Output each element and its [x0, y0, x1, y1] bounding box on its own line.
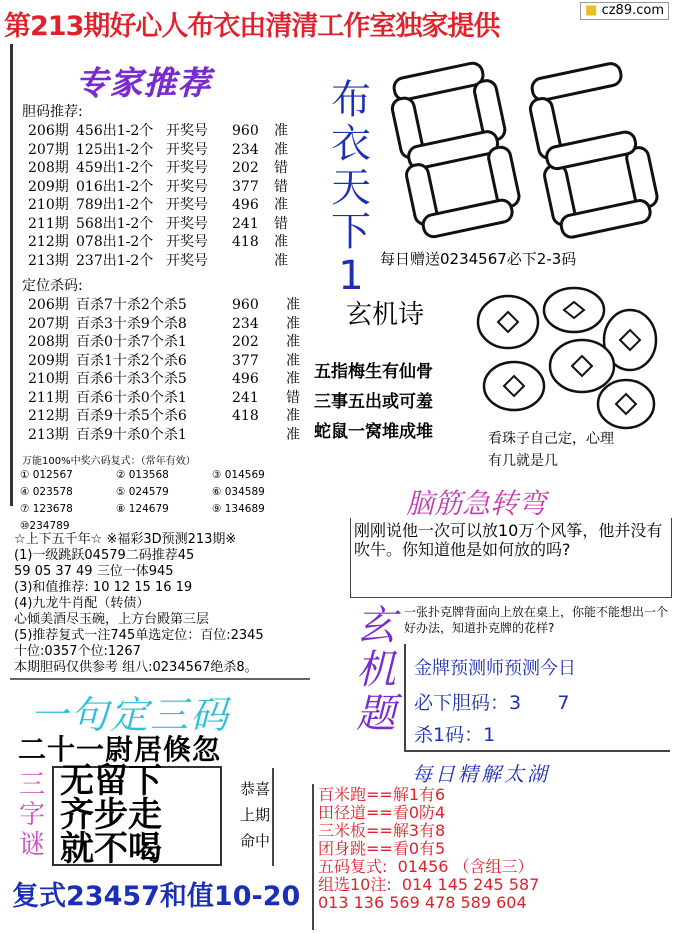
- dingwei-row: [18, 333, 306, 352]
- xuanji-char: 题: [356, 691, 396, 737]
- period-cell: 213期: [28, 426, 69, 443]
- jie-line: 013 136 569 478 589 604: [318, 893, 527, 912]
- pick-cell: 459出1-2个: [76, 160, 154, 176]
- expert-title: 专家推荐: [76, 64, 213, 102]
- gold-line-2: 必下胆码：3 7: [414, 692, 570, 714]
- prediction-line: 心倾美酒尽玉碗，上方台殿第三层: [14, 612, 210, 627]
- sanzi-char: 谜: [18, 830, 45, 860]
- fushi-text: 复式23457和值10-20: [12, 881, 301, 912]
- number-cell: 241: [232, 389, 259, 406]
- pick-cell: 百杀7十杀2个杀5: [76, 297, 187, 313]
- poem-line: 蛇鼠一窝堆成堆: [314, 422, 433, 442]
- dingwei-row: [18, 352, 306, 371]
- result-cell: 准: [286, 334, 300, 350]
- prediction-line: (5)推荐复式一注745单选定位：百位:2345: [14, 628, 264, 643]
- number-cell: 960: [232, 297, 259, 313]
- poem-line: 三事五出或可羞: [314, 392, 433, 412]
- pick-cell: 百杀6十杀3个杀5: [76, 371, 187, 387]
- buyi-char: 天: [331, 165, 371, 211]
- dingwei-row: [18, 315, 306, 334]
- prediction-line: (1)一级跳跃04579二码推荐45: [14, 548, 195, 563]
- period-cell: 209期: [28, 178, 69, 195]
- number-cell: 418: [232, 234, 259, 250]
- prediction-line: (3)和值推荐: 10 12 15 16 19: [14, 580, 193, 595]
- result-cell: 错: [274, 215, 288, 232]
- pick-cell: 237出1-2个: [76, 252, 154, 269]
- period-cell: 210期: [28, 371, 69, 387]
- pick-cell: 016出1-2个: [76, 178, 154, 195]
- result-cell: 准: [274, 123, 288, 139]
- yiju-riddle: 二十一尉居倏忽: [18, 733, 222, 766]
- congrats-line: 恭喜: [240, 780, 271, 798]
- danma-row: [18, 215, 294, 234]
- prediction-line: (4)九龙牛肖配（转债）: [14, 596, 150, 611]
- coins-icon: [470, 286, 662, 432]
- buyi-char: 衣: [331, 121, 371, 167]
- naojin-title: 脑筋急转弯: [406, 487, 547, 520]
- jie-line: 五码复式: 01456 （含组三）: [318, 857, 534, 876]
- danma-row: [18, 178, 294, 197]
- danma-row: [18, 233, 294, 252]
- coin-caption-line: 看珠子自己定，心理: [488, 431, 614, 447]
- dingwei-table: [18, 296, 306, 444]
- danma-row: [18, 252, 294, 271]
- buyi-char: 下: [331, 209, 371, 255]
- sanzi-label: [14, 770, 50, 860]
- period-cell: 211期: [28, 389, 69, 406]
- pick-cell: 568出1-2个: [76, 215, 154, 232]
- prediction-block: [14, 532, 334, 676]
- header: [0, 0, 673, 44]
- naojin-text: 刚刚说他一次可以放10万个风筝，他并没有吹牛。你知道他是如何放的吗?: [354, 521, 663, 559]
- period-cell: 210期: [28, 197, 69, 213]
- danma-row: [18, 141, 294, 160]
- period-cell: 212期: [28, 234, 69, 250]
- period-cell: 212期: [28, 408, 69, 424]
- danma-label: 胆码推荐:: [22, 104, 83, 120]
- dingwei-row: [18, 296, 306, 315]
- sanzi-char: 三: [18, 770, 45, 800]
- gold-line-3: 杀1码：1: [414, 724, 496, 746]
- pick-cell: 078出1-2个: [76, 234, 154, 250]
- poker-puzzle-text: 一张扑克牌背面向上放在桌上，你能不能想出一个好办法，知道扑克牌的花样?: [404, 605, 669, 635]
- label-cell: 开奖号: [166, 160, 208, 176]
- dingwei-label: 定位杀码:: [22, 278, 83, 294]
- period-cell: 208期: [28, 334, 69, 350]
- result-cell: 准: [286, 315, 300, 332]
- label-cell: 开奖号: [166, 215, 208, 232]
- period-cell: 209期: [28, 352, 69, 369]
- pick-cell: 125出1-2个: [76, 141, 154, 158]
- danma-row: [18, 196, 294, 215]
- jie-line: 团身跳==看0有5: [318, 839, 446, 858]
- taihu-title: 每日精解太湖: [412, 762, 550, 786]
- xuanji-vertical-title: [350, 604, 402, 736]
- period-cell: 211期: [28, 215, 69, 232]
- combo-cell: ④ 023578: [20, 486, 73, 498]
- site-badge[interactable]: [580, 2, 669, 20]
- pick-cell: 百杀9十杀5个杀6: [76, 408, 187, 424]
- jie-line: 三米板==解3有8: [318, 821, 446, 840]
- buyi-vertical-title: [324, 78, 378, 298]
- number-cell: 241: [232, 215, 259, 232]
- combo-cell: ③ 014569: [212, 469, 265, 481]
- combo-cell: ② 013568: [116, 469, 169, 481]
- meiri-text: 每日赠送0234567必下2-3码: [380, 250, 577, 268]
- dingwei-row: [18, 407, 306, 426]
- poem: [314, 357, 433, 447]
- result-cell: 准: [286, 371, 300, 387]
- period-cell: 206期: [28, 297, 69, 313]
- danma-row: [18, 122, 294, 141]
- xuanji-char: 机: [356, 647, 396, 693]
- result-cell: 准: [286, 352, 300, 369]
- xuanji-char: 玄: [356, 603, 396, 649]
- period-cell: 206期: [28, 123, 69, 139]
- sanzi-char: 字: [18, 800, 45, 830]
- result-cell: 准: [274, 234, 288, 250]
- number-cell: 202: [232, 160, 259, 176]
- label-cell: 开奖号: [166, 123, 208, 139]
- gold-line-1: 金牌预测师预测今日: [414, 658, 576, 679]
- combo-cell: ⑥ 034589: [212, 486, 265, 498]
- dingwei-row: [18, 370, 306, 389]
- result-cell: 准: [274, 197, 288, 213]
- buyi-char: 布: [331, 77, 371, 123]
- number-cell: 496: [232, 197, 259, 213]
- page-title: 第213期好心人布衣由清清工作室独家提供: [4, 11, 500, 42]
- prediction-line: 本期胆码仅供参考 组八:0234567绝杀8。: [14, 660, 258, 675]
- jie-line: 组选10注: 014 145 245 587: [318, 875, 540, 894]
- congrats-line: 命中: [240, 832, 271, 850]
- coin-caption: [488, 428, 614, 472]
- pick-cell: 百杀9十杀0个杀1: [76, 426, 187, 443]
- big-eights-icon: [378, 50, 668, 246]
- number-cell: 234: [232, 315, 259, 332]
- pick-cell: 百杀0十杀7个杀1: [76, 334, 187, 350]
- number-cell: 418: [232, 408, 259, 424]
- combo-cell: ⑧ 124679: [116, 503, 169, 515]
- number-cell: 377: [232, 352, 259, 369]
- danma-table: [18, 122, 294, 270]
- period-cell: 213期: [28, 252, 69, 269]
- combo-cell: ⑤ 024579: [116, 486, 169, 498]
- combo-cell: ① 012567: [20, 469, 73, 481]
- period-cell: 208期: [28, 160, 69, 176]
- label-cell: 开奖号: [166, 197, 208, 213]
- jie-lines: [318, 786, 539, 912]
- wanneng-label: 万能100%中奖六码复式：（常年有效）: [22, 456, 196, 467]
- dingwei-row: [18, 426, 306, 445]
- number-cell: 234: [232, 141, 259, 158]
- result-cell: 准: [286, 297, 300, 313]
- number-cell: 202: [232, 334, 259, 350]
- combo-cell: ⑦ 123678: [20, 503, 73, 515]
- pick-cell: 789出1-2个: [76, 197, 154, 213]
- combo-cell: ⑩234789: [20, 520, 70, 532]
- label-cell: 开奖号: [166, 234, 208, 250]
- number-cell: 496: [232, 371, 259, 387]
- result-cell: 准: [286, 426, 300, 443]
- pick-cell: 百杀1十杀2个杀6: [76, 352, 187, 369]
- riddle-lines: [60, 761, 162, 869]
- result-cell: 准: [274, 252, 288, 269]
- number-cell: [232, 252, 274, 271]
- period-cell: 207期: [28, 315, 69, 332]
- coin-caption-line: 有几就是几: [488, 453, 558, 469]
- number-cell: 377: [232, 178, 259, 195]
- prediction-line: 十位:0357个位:1267: [14, 644, 141, 659]
- combo-grid: [20, 467, 320, 535]
- result-cell: 准: [286, 408, 300, 424]
- riddle-line: 齐步走: [60, 795, 162, 835]
- congrats-line: 上期: [240, 806, 271, 824]
- poem-line: 五指梅生有仙骨: [314, 362, 433, 382]
- period-cell: 207期: [28, 141, 69, 158]
- label-cell: 开奖号: [166, 141, 208, 158]
- riddle-line: 无留下: [60, 761, 162, 801]
- buyi-char: 1: [338, 253, 364, 299]
- label-cell: 开奖号: [166, 178, 208, 195]
- pick-cell: 百杀3十杀9个杀8: [76, 315, 187, 332]
- jie-line: 田径道==看0防4: [318, 803, 446, 822]
- congrats-text: [240, 776, 270, 854]
- dingwei-row: [18, 389, 306, 408]
- combo-cell: ⑨ 134689: [212, 503, 265, 515]
- prediction-line: ☆上下五千年☆ ※福彩3D预测213期※: [14, 532, 237, 547]
- label-cell: 开奖号: [166, 252, 208, 269]
- riddle-line: 就不喝: [60, 829, 162, 869]
- yiju-title: 一句定三码: [30, 693, 231, 737]
- number-cell: [232, 426, 286, 445]
- pick-cell: 百杀6十杀0个杀1: [76, 389, 187, 406]
- xuanji-poem-title: 玄机诗: [346, 300, 425, 330]
- result-cell: 准: [274, 141, 288, 158]
- result-cell: 错: [286, 389, 300, 406]
- site-name: cz89.com: [601, 3, 664, 18]
- dot-icon: ■: [585, 3, 598, 18]
- prediction-line: 59 05 37 49 三位一体945: [14, 564, 174, 579]
- pick-cell: 456出1-2个: [76, 123, 154, 139]
- result-cell: 错: [274, 160, 288, 176]
- result-cell: 错: [274, 178, 288, 195]
- jie-line: 百米跑==解1有6: [318, 785, 446, 804]
- number-cell: 960: [232, 123, 259, 139]
- danma-row: [18, 159, 294, 178]
